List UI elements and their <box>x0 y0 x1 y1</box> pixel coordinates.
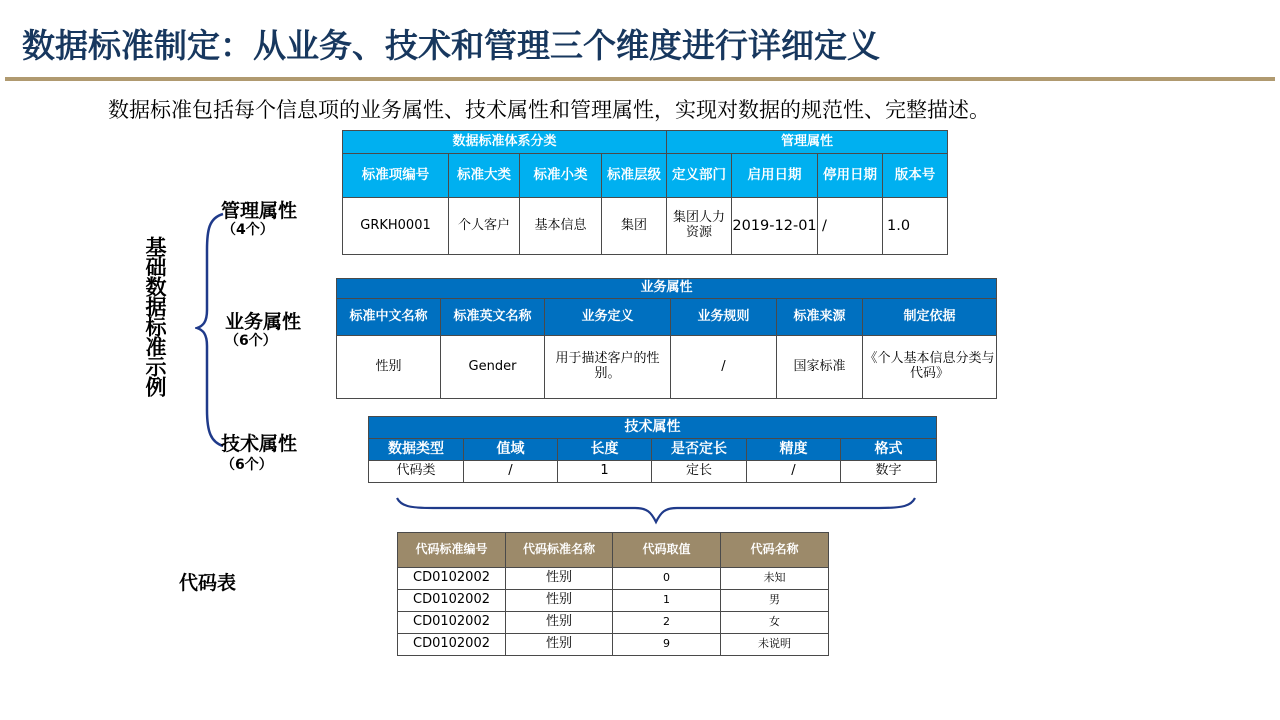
table-cell: 1 <box>558 461 652 483</box>
column-header: 定义部门 <box>667 154 732 198</box>
table-cell: 国家标准 <box>777 336 863 399</box>
table-cell: 性别 <box>506 634 613 656</box>
table-cell: 2019-12-01 <box>732 198 818 255</box>
table-cell: 性别 <box>506 590 613 612</box>
table-cell: Gender <box>441 336 545 399</box>
table-cell: / <box>747 461 841 483</box>
column-header: 标准中文名称 <box>337 299 441 336</box>
table-cell: 集团人力资源 <box>667 198 732 255</box>
table-cell: 基本信息 <box>520 198 602 255</box>
table-cell: 集团 <box>602 198 667 255</box>
table-cell: 未知 <box>721 568 829 590</box>
biz-attributes-table <box>336 278 997 399</box>
column-header: 标准英文名称 <box>441 299 545 336</box>
bottom-brace-icon <box>393 494 919 526</box>
table-group-header: 数据标准体系分类 <box>343 131 667 154</box>
table-row <box>398 612 829 634</box>
table-cell: 0 <box>613 568 721 590</box>
biz-attr-label: 业务属性 <box>225 311 302 333</box>
column-header: 精度 <box>747 439 841 461</box>
column-header: 标准层级 <box>602 154 667 198</box>
table-cell: / <box>671 336 777 399</box>
column-header: 标准来源 <box>777 299 863 336</box>
column-header: 标准项编号 <box>343 154 449 198</box>
table-cell: 个人客户 <box>449 198 520 255</box>
column-header: 代码名称 <box>721 533 829 568</box>
column-header: 制定依据 <box>863 299 997 336</box>
column-header: 停用日期 <box>818 154 883 198</box>
table-cell: 1 <box>613 590 721 612</box>
table-group-header: 技术属性 <box>369 417 937 439</box>
table-group-header: 业务属性 <box>337 279 997 299</box>
table-group-header: 管理属性 <box>667 131 948 154</box>
column-header: 启用日期 <box>732 154 818 198</box>
code-table <box>397 532 829 656</box>
table-cell: 代码类 <box>369 461 464 483</box>
table-cell: 性别 <box>506 568 613 590</box>
code-table-label: 代码表 <box>179 572 237 594</box>
table-cell: 数字 <box>841 461 937 483</box>
column-header: 版本号 <box>883 154 948 198</box>
mgmt-attr-label: 管理属性 <box>221 200 298 222</box>
table-row <box>398 568 829 590</box>
tech-attr-count: （6个） <box>221 457 273 473</box>
column-header: 数据类型 <box>369 439 464 461</box>
table-cell: / <box>818 198 883 255</box>
title-divider <box>5 77 1275 81</box>
column-header: 代码标准名称 <box>506 533 613 568</box>
column-header: 格式 <box>841 439 937 461</box>
biz-attr-count: （6个） <box>225 333 277 349</box>
table-cell: 1.0 <box>883 198 948 255</box>
column-header: 值域 <box>464 439 558 461</box>
mgmt-attr-count: （4个） <box>222 222 274 238</box>
table-row <box>398 590 829 612</box>
column-header: 是否定长 <box>652 439 747 461</box>
mgmt-attributes-table <box>342 130 948 255</box>
column-header: 业务定义 <box>545 299 671 336</box>
page-title: 数据标准制定：从业务、技术和管理三个维度进行详细定义 <box>22 26 880 65</box>
table-cell: CD0102002 <box>398 568 506 590</box>
table-row <box>398 634 829 656</box>
table-cell: 女 <box>721 612 829 634</box>
table-cell: 用于描述客户的性别。 <box>545 336 671 399</box>
vertical-section-label: 基础数据标准示例 <box>143 236 167 396</box>
column-header: 业务规则 <box>671 299 777 336</box>
table-cell: / <box>464 461 558 483</box>
table-cell: GRKH0001 <box>343 198 449 255</box>
column-header: 代码标准编号 <box>398 533 506 568</box>
table-cell: 9 <box>613 634 721 656</box>
column-header: 代码取值 <box>613 533 721 568</box>
table-cell: 性别 <box>337 336 441 399</box>
column-header: 标准小类 <box>520 154 602 198</box>
table-cell: CD0102002 <box>398 590 506 612</box>
slide-subtitle: 数据标准包括每个信息项的业务属性、技术属性和管理属性，实现对数据的规范性、完整描述。 <box>108 98 990 122</box>
table-cell: 《个人基本信息分类与代码》 <box>863 336 997 399</box>
table-cell: CD0102002 <box>398 612 506 634</box>
tech-attributes-table <box>368 416 937 483</box>
table-cell: 性别 <box>506 612 613 634</box>
table-cell: CD0102002 <box>398 634 506 656</box>
column-header: 标准大类 <box>449 154 520 198</box>
tech-attr-label: 技术属性 <box>221 433 298 455</box>
column-header: 长度 <box>558 439 652 461</box>
table-cell: 定长 <box>652 461 747 483</box>
table-cell: 男 <box>721 590 829 612</box>
table-cell: 未说明 <box>721 634 829 656</box>
table-cell: 2 <box>613 612 721 634</box>
